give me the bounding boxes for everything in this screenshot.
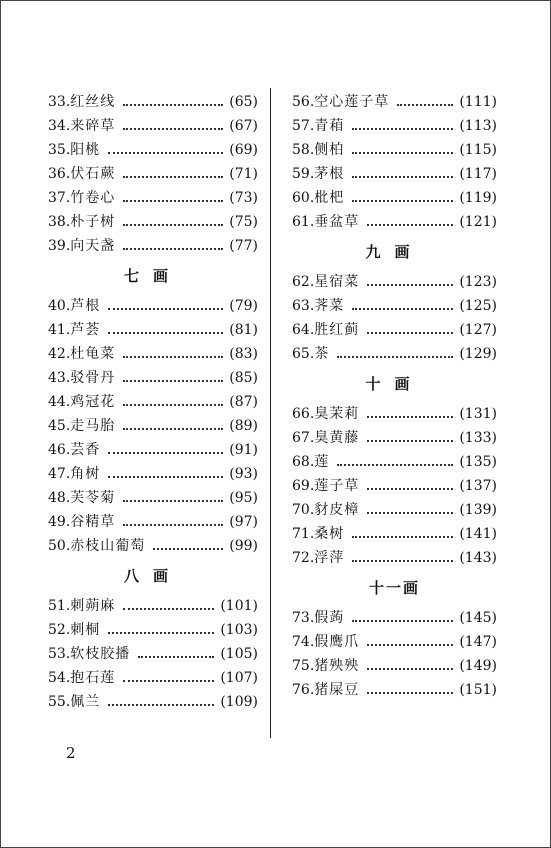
toc-entry[interactable] xyxy=(48,210,258,234)
entry-number: 75. xyxy=(292,658,315,674)
dot-leader xyxy=(108,294,223,318)
dot-leader xyxy=(108,318,223,342)
dot-leader xyxy=(352,186,453,210)
entry-number: 61. xyxy=(292,214,315,230)
dot-leader xyxy=(123,342,223,366)
entry-page: (99) xyxy=(229,538,258,554)
dot-leader xyxy=(352,546,453,570)
entry-number: 37. xyxy=(48,190,71,206)
entry-number: 62. xyxy=(292,274,315,290)
toc-entry[interactable] xyxy=(292,90,497,114)
dot-leader xyxy=(123,414,223,438)
toc-entry[interactable] xyxy=(292,450,497,474)
entry-page: (85) xyxy=(229,370,258,386)
toc-entry[interactable] xyxy=(48,462,258,486)
entry-page: (129) xyxy=(459,346,497,362)
dot-leader xyxy=(153,534,223,558)
entry-title: 垂盆草 xyxy=(314,214,360,230)
entry-title: 星宿菜 xyxy=(314,274,360,290)
entry-number: 47. xyxy=(48,466,71,482)
entry-page: (145) xyxy=(459,610,497,626)
entry-title: 侧柏 xyxy=(314,142,345,158)
entry-title: 茶 xyxy=(314,346,330,362)
toc-entry[interactable] xyxy=(48,114,258,138)
entry-page: (109) xyxy=(220,694,258,710)
toc-entry[interactable] xyxy=(48,534,258,558)
toc-entry[interactable] xyxy=(292,210,497,234)
entry-number: 68. xyxy=(292,454,315,470)
toc-entry[interactable] xyxy=(292,186,497,210)
entry-title: 青葙 xyxy=(314,118,345,134)
entry-title: 赤枝山葡萄 xyxy=(70,538,146,554)
entry-page: (125) xyxy=(459,298,497,314)
entry-page: (121) xyxy=(459,214,497,230)
entry-title: 浮萍 xyxy=(314,550,345,566)
toc-entry[interactable] xyxy=(48,666,258,690)
entry-page: (97) xyxy=(229,514,258,530)
toc-entry[interactable] xyxy=(292,606,497,630)
entry-number: 49. xyxy=(48,514,71,530)
entry-title: 枇杷 xyxy=(314,190,345,206)
entry-number: 56. xyxy=(292,94,315,110)
entry-number: 74. xyxy=(292,634,315,650)
dot-leader xyxy=(138,642,214,666)
dot-leader xyxy=(108,438,223,462)
entry-title: 佩兰 xyxy=(70,694,101,710)
dot-leader xyxy=(337,450,453,474)
dot-leader xyxy=(108,138,223,162)
entry-number: 40. xyxy=(48,298,71,314)
entry-title: 空心莲子草 xyxy=(314,94,390,110)
toc-entry[interactable] xyxy=(292,114,497,138)
entry-page: (117) xyxy=(459,166,497,182)
entry-title: 假蒟 xyxy=(314,610,345,626)
entry-page: (107) xyxy=(220,670,258,686)
entry-title: 阳桃 xyxy=(70,142,101,158)
toc-entry[interactable] xyxy=(48,294,258,318)
entry-title: 刺桐 xyxy=(70,622,101,638)
dot-leader xyxy=(352,606,453,630)
entry-title: 臭茉莉 xyxy=(314,406,360,422)
entry-page: (91) xyxy=(229,442,258,458)
entry-title: 刺蒴麻 xyxy=(70,598,116,614)
entry-number: 66. xyxy=(292,406,315,422)
dot-leader xyxy=(352,294,453,318)
toc-left-column xyxy=(48,90,258,714)
entry-title: 竹卷心 xyxy=(70,190,116,206)
dot-leader xyxy=(123,210,223,234)
toc-entry[interactable] xyxy=(292,294,497,318)
entry-page: (123) xyxy=(459,274,497,290)
toc-entry[interactable] xyxy=(292,318,497,342)
toc-entry[interactable] xyxy=(48,318,258,342)
entry-number: 45. xyxy=(48,418,71,434)
toc-entry[interactable] xyxy=(292,498,497,522)
dot-leader xyxy=(352,138,453,162)
entry-page: (119) xyxy=(459,190,497,206)
entry-number: 44. xyxy=(48,394,71,410)
entry-page: (133) xyxy=(459,430,497,446)
entry-number: 55. xyxy=(48,694,71,710)
toc-entry[interactable] xyxy=(292,402,497,426)
entry-title: 朴子树 xyxy=(70,214,116,230)
entry-page: (139) xyxy=(459,502,497,518)
entry-number: 54. xyxy=(48,670,71,686)
entry-title: 假鹰爪 xyxy=(314,634,360,650)
entry-page: (83) xyxy=(229,346,258,362)
entry-title: 臭黄藤 xyxy=(314,430,360,446)
dot-leader xyxy=(367,426,453,450)
entry-title: 猪屎豆 xyxy=(314,682,360,698)
toc-entry[interactable] xyxy=(292,678,497,702)
toc-entry[interactable] xyxy=(48,138,258,162)
entry-page: (93) xyxy=(229,466,258,482)
toc-entry[interactable] xyxy=(48,438,258,462)
entry-title: 荠菜 xyxy=(314,298,345,314)
dot-leader xyxy=(123,114,223,138)
entry-title: 驳骨丹 xyxy=(70,370,116,386)
entry-title: 软枝胶播 xyxy=(70,646,131,662)
entry-title: 抱石莲 xyxy=(70,670,116,686)
dot-leader xyxy=(123,234,223,258)
entry-page: (65) xyxy=(229,94,258,110)
dot-leader xyxy=(352,522,453,546)
page-number: 2 xyxy=(66,744,76,762)
entry-number: 65. xyxy=(292,346,315,362)
dot-leader xyxy=(367,678,453,702)
entry-page: (81) xyxy=(229,322,258,338)
toc-entry[interactable] xyxy=(48,414,258,438)
section-heading: 七画 xyxy=(123,267,182,285)
entry-page: (103) xyxy=(220,622,258,638)
entry-page: (131) xyxy=(459,406,497,422)
entry-title: 胜红蓟 xyxy=(314,322,360,338)
dot-leader xyxy=(367,210,453,234)
entry-title: 红丝线 xyxy=(70,94,116,110)
toc-entry[interactable] xyxy=(292,630,497,654)
toc-entry[interactable] xyxy=(292,162,497,186)
entry-title: 来碎草 xyxy=(70,118,116,134)
entry-page: (149) xyxy=(459,658,497,674)
entry-title: 桑树 xyxy=(314,526,345,542)
entry-title: 伏石蕨 xyxy=(70,166,116,182)
entry-page: (79) xyxy=(229,298,258,314)
entry-number: 51. xyxy=(48,598,71,614)
toc-entry[interactable] xyxy=(48,162,258,186)
entry-number: 70. xyxy=(292,502,315,518)
toc-entry[interactable] xyxy=(48,234,258,258)
entry-title: 茅根 xyxy=(314,166,345,182)
entry-number: 43. xyxy=(48,370,71,386)
toc-entry[interactable] xyxy=(48,642,258,666)
entry-page: (143) xyxy=(459,550,497,566)
entry-number: 64. xyxy=(292,322,315,338)
entry-page: (95) xyxy=(229,490,258,506)
entry-page: (111) xyxy=(459,94,497,110)
entry-title: 向天盏 xyxy=(70,238,116,254)
dot-leader xyxy=(367,630,453,654)
dot-leader xyxy=(108,462,223,486)
entry-number: 72. xyxy=(292,550,315,566)
entry-number: 69. xyxy=(292,478,315,494)
entry-page: (89) xyxy=(229,418,258,434)
section-heading: 八画 xyxy=(123,567,182,585)
entry-number: 53. xyxy=(48,646,71,662)
entry-number: 52. xyxy=(48,622,71,638)
dot-leader xyxy=(123,186,223,210)
section-heading: 九画 xyxy=(365,243,424,261)
dot-leader xyxy=(337,342,453,366)
entry-number: 42. xyxy=(48,346,71,362)
entry-page: (137) xyxy=(459,478,497,494)
toc-entry[interactable] xyxy=(292,270,497,294)
dot-leader xyxy=(367,402,453,426)
entry-title: 角树 xyxy=(70,466,101,482)
toc-entry[interactable] xyxy=(292,522,497,546)
entry-title: 芸香 xyxy=(70,442,101,458)
toc-entry[interactable] xyxy=(48,390,258,414)
dot-leader xyxy=(367,474,453,498)
entry-page: (75) xyxy=(229,214,258,230)
entry-number: 63. xyxy=(292,298,315,314)
dot-leader xyxy=(352,114,453,138)
entry-page: (77) xyxy=(229,238,258,254)
entry-title: 鸡冠花 xyxy=(70,394,116,410)
dot-leader xyxy=(123,162,223,186)
entry-number: 46. xyxy=(48,442,71,458)
section-heading: 十一画 xyxy=(368,579,420,597)
toc-entry[interactable] xyxy=(292,474,497,498)
entry-page: (101) xyxy=(220,598,258,614)
entry-title: 谷精草 xyxy=(70,514,116,530)
dot-leader xyxy=(367,318,453,342)
entry-number: 76. xyxy=(292,682,315,698)
entry-page: (69) xyxy=(229,142,258,158)
entry-number: 58. xyxy=(292,142,315,158)
entry-title: 芦荟 xyxy=(70,322,101,338)
dot-leader xyxy=(108,690,214,714)
entry-page: (135) xyxy=(459,454,497,470)
dot-leader xyxy=(397,90,453,114)
dot-leader xyxy=(123,366,223,390)
toc-entry[interactable] xyxy=(48,690,258,714)
entry-page: (105) xyxy=(220,646,258,662)
dot-leader xyxy=(367,498,453,522)
toc-entry[interactable] xyxy=(292,654,497,678)
toc-entry[interactable] xyxy=(48,594,258,618)
entry-number: 35. xyxy=(48,142,71,158)
toc-entry[interactable] xyxy=(48,510,258,534)
toc-entry[interactable] xyxy=(292,426,497,450)
entry-page: (141) xyxy=(459,526,497,542)
dot-leader xyxy=(108,618,214,642)
entry-page: (151) xyxy=(459,682,497,698)
toc-entry[interactable] xyxy=(48,486,258,510)
toc-entry[interactable] xyxy=(292,138,497,162)
entry-page: (71) xyxy=(229,166,258,182)
section-heading: 十画 xyxy=(365,375,424,393)
entry-title: 走马胎 xyxy=(70,418,116,434)
entry-number: 73. xyxy=(292,610,315,626)
entry-page: (113) xyxy=(459,118,497,134)
entry-number: 59. xyxy=(292,166,315,182)
dot-leader xyxy=(123,486,223,510)
entry-number: 50. xyxy=(48,538,71,554)
toc-entry[interactable] xyxy=(48,90,258,114)
entry-number: 57. xyxy=(292,118,315,134)
dot-leader xyxy=(123,390,223,414)
dot-leader xyxy=(367,654,453,678)
toc-entry[interactable] xyxy=(48,618,258,642)
dot-leader xyxy=(123,510,223,534)
entry-title: 豺皮樟 xyxy=(314,502,360,518)
entry-page: (147) xyxy=(459,634,497,650)
entry-title: 莲 xyxy=(314,454,330,470)
entry-page: (87) xyxy=(229,394,258,410)
entry-number: 36. xyxy=(48,166,71,182)
entry-page: (127) xyxy=(459,322,497,338)
entry-title: 杜龟菜 xyxy=(70,346,116,362)
entry-number: 39. xyxy=(48,238,71,254)
toc-entry[interactable] xyxy=(292,342,497,366)
dot-leader xyxy=(123,90,223,114)
entry-title: 猪殃殃 xyxy=(314,658,360,674)
entry-number: 71. xyxy=(292,526,315,542)
entry-number: 34. xyxy=(48,118,71,134)
entry-number: 33. xyxy=(48,94,71,110)
toc-entry[interactable] xyxy=(292,546,497,570)
dot-leader xyxy=(123,666,214,690)
entry-page: (67) xyxy=(229,118,258,134)
entry-number: 67. xyxy=(292,430,315,446)
column-divider xyxy=(270,88,271,738)
entry-number: 48. xyxy=(48,490,71,506)
toc-entry[interactable] xyxy=(48,186,258,210)
entry-title: 莲子草 xyxy=(314,478,360,494)
entry-number: 41. xyxy=(48,322,71,338)
toc-entry[interactable] xyxy=(48,342,258,366)
dot-leader xyxy=(367,270,453,294)
dot-leader xyxy=(352,162,453,186)
toc-right-column xyxy=(292,90,497,702)
entry-page: (115) xyxy=(459,142,497,158)
dot-leader xyxy=(123,594,214,618)
entry-title: 芙苓菊 xyxy=(70,490,116,506)
entry-page: (73) xyxy=(229,190,258,206)
entry-title: 芦根 xyxy=(70,298,101,314)
entry-number: 38. xyxy=(48,214,71,230)
entry-number: 60. xyxy=(292,190,315,206)
toc-entry[interactable] xyxy=(48,366,258,390)
